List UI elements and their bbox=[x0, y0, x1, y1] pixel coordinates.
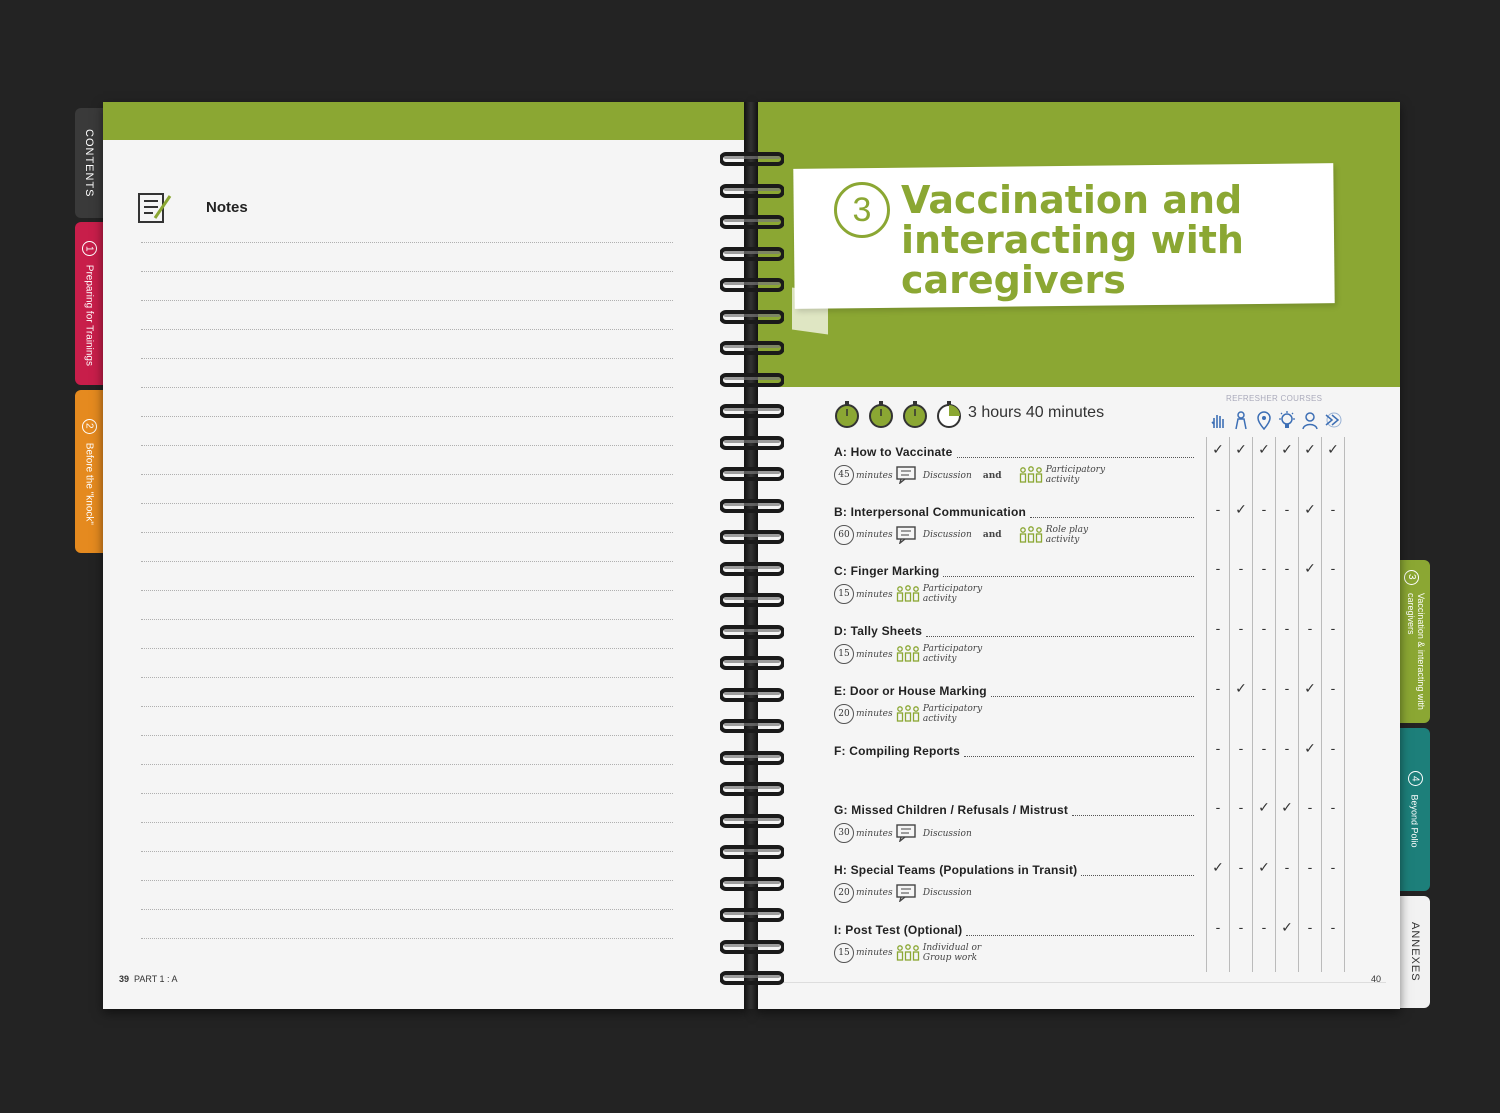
note-line bbox=[141, 532, 673, 533]
session-method-2: Participatory activity bbox=[922, 584, 983, 605]
minutes-label: minutes bbox=[856, 709, 893, 720]
session-title: B: Interpersonal Communication bbox=[834, 504, 1027, 519]
tab-number-3: 3 bbox=[1404, 570, 1419, 585]
session-meta bbox=[834, 584, 985, 604]
refresher-courses-label: REFRESHER COURSES bbox=[1226, 394, 1323, 403]
check-mark: ✓ bbox=[1212, 441, 1224, 457]
note-line bbox=[141, 561, 673, 562]
session-minutes: 20 bbox=[834, 883, 854, 903]
discussion-icon bbox=[896, 829, 920, 839]
dash-mark: - bbox=[1307, 918, 1313, 935]
session-minutes: 45 bbox=[834, 465, 854, 485]
tab-number-1: 1 bbox=[82, 241, 97, 256]
binding-ring bbox=[720, 971, 784, 985]
chapter-title bbox=[901, 180, 1321, 300]
chapter-title-line-2: interacting with bbox=[901, 218, 1244, 262]
check-mark: ✓ bbox=[1281, 441, 1293, 457]
binding-ring bbox=[720, 530, 784, 544]
session-method-2: Participatory activity bbox=[922, 703, 983, 724]
check-mark: ✓ bbox=[1304, 679, 1316, 696]
check-mark: ✓ bbox=[1304, 500, 1316, 517]
hand-icon bbox=[1208, 410, 1228, 430]
minutes-label: minutes bbox=[856, 530, 893, 541]
dash-mark: - bbox=[1284, 620, 1290, 637]
check-mark: ✓ bbox=[1304, 441, 1316, 457]
binding-ring bbox=[720, 814, 784, 828]
session-minutes: 20 bbox=[834, 704, 854, 724]
dash-mark: - bbox=[1284, 739, 1290, 756]
dash-mark: - bbox=[1307, 620, 1313, 637]
note-line bbox=[141, 445, 673, 446]
dash-mark: - bbox=[1284, 500, 1290, 517]
session-method-2: Individual or Group work bbox=[922, 942, 982, 963]
tab-annexes[interactable] bbox=[1400, 896, 1430, 1008]
dash-mark: - bbox=[1307, 799, 1313, 816]
dash-mark: - bbox=[1238, 799, 1244, 816]
dash-mark: - bbox=[1330, 620, 1336, 637]
binding-ring bbox=[720, 404, 784, 418]
dash-mark: - bbox=[1215, 679, 1221, 696]
note-line bbox=[141, 619, 673, 620]
check-mark: ✓ bbox=[1235, 679, 1247, 696]
check-mark: ✓ bbox=[1327, 441, 1339, 457]
dash-mark: - bbox=[1284, 858, 1290, 875]
tab-part-4-label: Beyond Polio bbox=[1409, 794, 1420, 848]
group-activity-icon bbox=[1019, 471, 1043, 481]
session-title: G: Missed Children / Refusals / Mistrust bbox=[834, 803, 1069, 818]
tab-part-2-label: Before the "knock" bbox=[83, 442, 95, 525]
session-leader-dots bbox=[943, 576, 1194, 577]
chapter-number-badge: 3 bbox=[834, 182, 890, 238]
check-mark: ✓ bbox=[1281, 799, 1293, 816]
session-meta bbox=[834, 525, 1108, 545]
discussion-icon bbox=[896, 471, 920, 481]
session-title: F: Compiling Reports bbox=[834, 743, 960, 758]
note-line bbox=[141, 416, 673, 417]
tab-number-4: 4 bbox=[1408, 771, 1423, 786]
binding-ring bbox=[720, 341, 784, 355]
tab-part-1[interactable] bbox=[75, 222, 103, 385]
binding-ring bbox=[720, 719, 784, 733]
dash-mark: - bbox=[1330, 918, 1336, 935]
session-minutes: 30 bbox=[834, 823, 854, 843]
dash-mark: - bbox=[1330, 858, 1336, 875]
tab-contents[interactable] bbox=[75, 108, 103, 218]
minutes-label: minutes bbox=[856, 828, 893, 839]
group-activity-icon bbox=[1019, 530, 1043, 540]
minutes-label: minutes bbox=[856, 888, 893, 899]
session-minutes: 15 bbox=[834, 943, 854, 963]
session-meta bbox=[834, 883, 983, 903]
session-leader-dots bbox=[1030, 517, 1194, 518]
session-method-2: Participatory activity bbox=[1045, 465, 1106, 485]
tab-part-2[interactable] bbox=[75, 390, 103, 553]
location-pin-icon bbox=[1254, 410, 1274, 430]
dash-mark: - bbox=[1307, 858, 1313, 875]
session-meta bbox=[834, 465, 1108, 485]
group-activity-icon bbox=[896, 650, 920, 660]
dash-mark: - bbox=[1215, 500, 1221, 517]
session-title: E: Door or House Marking bbox=[834, 683, 987, 698]
notes-heading: Notes bbox=[206, 199, 248, 216]
note-line bbox=[141, 735, 673, 736]
note-line bbox=[141, 329, 673, 330]
check-mark: ✓ bbox=[1235, 500, 1247, 517]
note-line bbox=[141, 822, 673, 823]
check-mark: ✓ bbox=[1235, 441, 1247, 457]
section-label: PART 1 : A bbox=[134, 974, 178, 984]
note-line bbox=[141, 938, 673, 939]
tab-number-2: 2 bbox=[82, 419, 97, 434]
chapter-title-line-1: Vaccination and bbox=[901, 178, 1243, 222]
dash-mark: - bbox=[1238, 858, 1244, 875]
session-meta bbox=[834, 823, 983, 843]
binding-ring bbox=[720, 562, 784, 576]
binding-ring bbox=[720, 152, 784, 166]
session-meta bbox=[834, 943, 985, 963]
note-line bbox=[141, 706, 673, 707]
session-minutes: 15 bbox=[834, 644, 854, 664]
group-activity-icon bbox=[896, 948, 920, 958]
stopwatch-icon bbox=[904, 401, 926, 427]
binding-ring bbox=[720, 467, 784, 481]
tab-part-4[interactable] bbox=[1400, 728, 1430, 891]
note-line bbox=[141, 503, 673, 504]
dash-mark: - bbox=[1261, 679, 1267, 696]
discussion-icon bbox=[896, 530, 920, 540]
dash-mark: - bbox=[1215, 620, 1221, 637]
grid-column-line bbox=[1206, 437, 1207, 972]
check-mark: ✓ bbox=[1304, 739, 1316, 756]
session-meta bbox=[834, 704, 985, 724]
dash-mark: - bbox=[1215, 739, 1221, 756]
page-number-left: 39 bbox=[119, 974, 130, 984]
binding-ring bbox=[720, 940, 784, 954]
dash-mark: - bbox=[1238, 739, 1244, 756]
dash-mark: - bbox=[1330, 799, 1336, 816]
minutes-label: minutes bbox=[856, 589, 893, 600]
session-minutes: 60 bbox=[834, 525, 854, 545]
dash-mark: - bbox=[1330, 679, 1336, 696]
grid-column-line bbox=[1252, 437, 1253, 972]
tab-part-1-label: Preparing for Trainings bbox=[83, 264, 95, 366]
note-line bbox=[141, 880, 673, 881]
dash-mark: - bbox=[1284, 560, 1290, 577]
binding-ring bbox=[720, 845, 784, 859]
method-joiner: and bbox=[982, 470, 1002, 481]
note-line bbox=[141, 358, 673, 359]
dash-mark: - bbox=[1261, 739, 1267, 756]
note-line bbox=[141, 648, 673, 649]
minutes-label: minutes bbox=[856, 649, 893, 660]
dash-mark: - bbox=[1215, 918, 1221, 935]
grid-column-line bbox=[1344, 437, 1345, 972]
discussion-icon bbox=[896, 888, 920, 898]
footer-rule bbox=[776, 982, 1386, 983]
note-line bbox=[141, 677, 673, 678]
page-number-right: 40 bbox=[1371, 974, 1382, 984]
note-line bbox=[141, 300, 673, 301]
binding-ring bbox=[720, 247, 784, 261]
session-leader-dots bbox=[966, 935, 1194, 936]
session-leader-dots bbox=[991, 696, 1194, 697]
chapter-title-line-3: caregivers bbox=[901, 258, 1126, 302]
binding-ring bbox=[720, 215, 784, 229]
dash-mark: - bbox=[1261, 500, 1267, 517]
dash-mark: - bbox=[1330, 500, 1336, 517]
session-title: D: Tally Sheets bbox=[834, 624, 923, 639]
group-activity-icon bbox=[896, 590, 920, 600]
note-line bbox=[141, 793, 673, 794]
binding-ring bbox=[720, 278, 784, 292]
spine-shadow bbox=[744, 102, 758, 1009]
session-method-1: Discussion bbox=[922, 530, 972, 541]
note-line bbox=[141, 764, 673, 765]
binding-ring bbox=[720, 310, 784, 324]
session-leader-dots bbox=[1072, 815, 1194, 816]
stopwatch-icon bbox=[836, 401, 858, 427]
user-outline-icon bbox=[1300, 410, 1320, 430]
binding-ring bbox=[720, 688, 784, 702]
note-line bbox=[141, 851, 673, 852]
dash-mark: - bbox=[1238, 620, 1244, 637]
method-joiner: and bbox=[982, 530, 1002, 541]
session-leader-dots bbox=[964, 756, 1194, 757]
grid-column-line bbox=[1321, 437, 1322, 972]
person-icon bbox=[1231, 410, 1251, 430]
chapter-page bbox=[756, 102, 1400, 1009]
dash-mark: - bbox=[1284, 679, 1290, 696]
dash-mark: - bbox=[1261, 918, 1267, 935]
session-method-2: Participatory activity bbox=[922, 644, 983, 665]
check-mark: ✓ bbox=[1258, 858, 1270, 875]
note-line bbox=[141, 242, 673, 243]
binding-ring bbox=[720, 499, 784, 513]
total-duration: 3 hours 40 minutes bbox=[968, 404, 1105, 421]
dash-mark: - bbox=[1330, 739, 1336, 756]
session-title: I: Post Test (Optional) bbox=[834, 922, 963, 937]
minutes-label: minutes bbox=[856, 470, 893, 481]
binding-ring bbox=[720, 908, 784, 922]
binding-ring bbox=[720, 373, 784, 387]
check-mark: ✓ bbox=[1212, 858, 1224, 875]
check-mark: ✓ bbox=[1281, 918, 1293, 935]
duration-timers bbox=[834, 400, 964, 435]
arrows-icon bbox=[1323, 410, 1343, 430]
session-title: H: Special Teams (Populations in Transit) bbox=[834, 862, 1078, 877]
tab-part-3[interactable] bbox=[1400, 560, 1430, 723]
binding-ring bbox=[720, 593, 784, 607]
note-line bbox=[141, 909, 673, 910]
binding-ring bbox=[720, 751, 784, 765]
check-mark: ✓ bbox=[1304, 560, 1316, 577]
session-title: A: How to Vaccinate bbox=[834, 445, 953, 459]
notepad-icon bbox=[137, 190, 173, 229]
group-activity-icon bbox=[896, 709, 920, 719]
note-line bbox=[141, 387, 673, 388]
check-mark: ✓ bbox=[1258, 799, 1270, 816]
session-method-1: Discussion bbox=[922, 828, 972, 839]
check-mark: ✓ bbox=[1258, 441, 1270, 457]
binding-ring bbox=[720, 184, 784, 198]
grid-column-line bbox=[1275, 437, 1276, 972]
session-leader-dots bbox=[926, 636, 1194, 637]
minutes-label: minutes bbox=[856, 948, 893, 959]
binding-ring bbox=[720, 877, 784, 891]
dash-mark: - bbox=[1330, 560, 1336, 577]
session-minutes: 15 bbox=[834, 584, 854, 604]
dash-mark: - bbox=[1261, 620, 1267, 637]
binding-ring bbox=[720, 625, 784, 639]
binding-ring bbox=[720, 656, 784, 670]
stopwatch-partial-icon bbox=[938, 401, 960, 427]
session-leader-dots bbox=[1081, 875, 1194, 876]
session-meta bbox=[834, 644, 985, 664]
notes-page bbox=[103, 102, 748, 1009]
note-line bbox=[141, 474, 673, 475]
dash-mark: - bbox=[1215, 799, 1221, 816]
note-line bbox=[141, 271, 673, 272]
stopwatch-icon bbox=[870, 401, 892, 427]
note-line bbox=[141, 590, 673, 591]
session-leader-dots bbox=[957, 457, 1194, 458]
dash-mark: - bbox=[1261, 560, 1267, 577]
binding-ring bbox=[720, 782, 784, 796]
dash-mark: - bbox=[1215, 560, 1221, 577]
page-footer-left bbox=[119, 974, 178, 984]
tab-annexes-label: ANNEXES bbox=[1409, 922, 1421, 982]
header-band bbox=[103, 102, 748, 140]
session-method-2: Role play activity bbox=[1045, 524, 1089, 545]
binding-ring bbox=[720, 436, 784, 450]
session-title: C: Finger Marking bbox=[834, 564, 940, 579]
session-method-1: Discussion bbox=[922, 470, 972, 481]
dash-mark: - bbox=[1238, 918, 1244, 935]
dash-mark: - bbox=[1238, 560, 1244, 577]
tab-part-3-label: Vaccination & interacting with caregivers bbox=[1406, 593, 1426, 711]
tab-contents-label: CONTENTS bbox=[83, 128, 95, 198]
lightbulb-icon bbox=[1277, 410, 1297, 430]
session-method-1: Discussion bbox=[922, 888, 972, 899]
